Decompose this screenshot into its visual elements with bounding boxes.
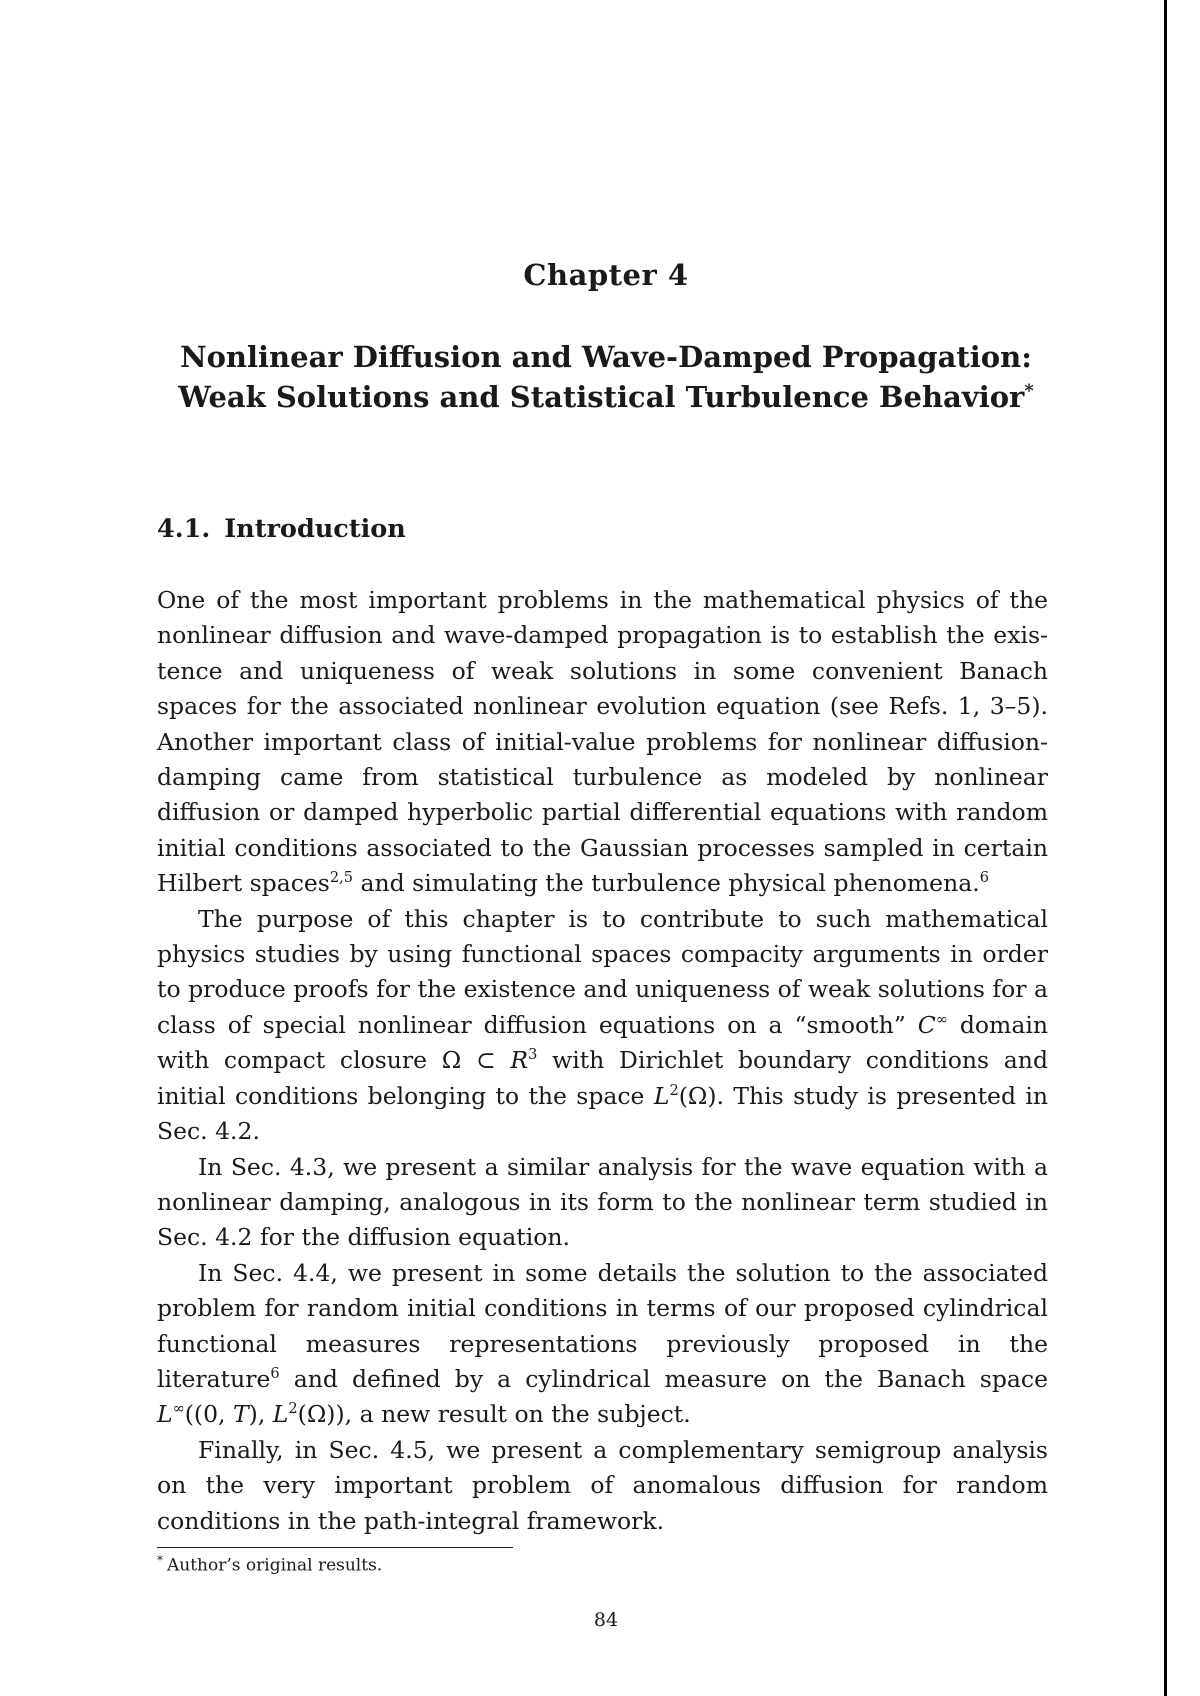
math-superscript: 2: [669, 1081, 679, 1099]
paragraph-2-text-cont: (Ω). This study is presented in Sec. 4.2.: [157, 1081, 1049, 1146]
section-title: Introduction: [224, 514, 406, 544]
paragraph-3: In Sec. 4.3, we present a similar analysis for the wave equation with a nonlinear damping, analogous in its form to the nonlinear term studied in Sec. 4.2 for the diffusion equation.: [157, 1152, 1048, 1252]
paragraph-4-text-cont: ((0,: [184, 1400, 233, 1429]
paragraph-4: [157, 1256, 1048, 1433]
footnote-rule: [157, 1547, 513, 1548]
math-symbol: L: [157, 1400, 173, 1429]
paragraph-4-text: In Sec. 4.4, we present in some details the solution to the associated problem for random initial conditions in terms of our proposed cylindrical functional measures representations previously proposed in the literature: [157, 1258, 1048, 1393]
math-superscript: 2: [288, 1400, 298, 1418]
paragraph-4-text-cont: ),: [248, 1400, 273, 1429]
footnote-mark: *: [157, 1553, 163, 1567]
citation-superscript: 6: [979, 869, 989, 887]
citation-superscript: 6: [270, 1365, 280, 1383]
math-superscript: 3: [528, 1046, 538, 1064]
math-symbol: L: [272, 1400, 289, 1429]
paragraph-4-text-cont: and defined by a cylindrical measure on the Banach space: [279, 1364, 1048, 1393]
paragraph-1: [157, 583, 1048, 902]
citation-superscript: 2,5: [329, 869, 354, 887]
chapter-title-line-1: Nonlinear Diffusion and Wave-Damped Propagation:: [180, 340, 1032, 374]
math-symbol: L: [653, 1081, 670, 1110]
section-heading: [157, 514, 406, 544]
paragraph-2: [157, 902, 1048, 1150]
math-symbol: C: [917, 1010, 936, 1039]
paragraph-1-text-cont: and simulating the turbulence physical phenomena.: [353, 869, 980, 898]
math-symbol: T: [232, 1400, 249, 1429]
math-superscript: ∞: [172, 1400, 185, 1418]
footnote-text: Author’s original results.: [167, 1555, 383, 1576]
chapter-label: Chapter 4: [523, 258, 689, 292]
paragraph-1-text: One of the most important problems in the mathematical physics of the nonlinear diffusion and wave-damped propagation is to establish the existence and uniqueness of weak solutions in some convenient Banach spaces for the associated nonlinear evolution equation (see Refs. 1, 3–5). Another important class of initial-value problems for nonlinear diffusion-damping came from statistical turbulence as modeled by nonlinear diffusion or damped hyperbolic partial differential equations with random initial conditions associated to the Gaussian processes sampled in certain Hilbert spaces: [157, 586, 1048, 898]
footnote: [157, 1553, 382, 1576]
chapter-title-line-2: Weak Solutions and Statistical Turbulence Behavior: [178, 380, 1025, 414]
page-number: 84: [593, 1609, 619, 1631]
paragraph-4-text-cont: (Ω)), a new result on the subject.: [297, 1400, 691, 1429]
paragraph-2-text-cont: domain with compact closure Ω ⊂: [157, 1010, 1048, 1075]
paragraph-5: Finally, in Sec. 4.5, we present a complementary semigroup analysis on the very important problem of anomalous diffusion for random conditions in the path-integral framework.: [157, 1435, 1048, 1535]
chapter-title: [150, 337, 1062, 417]
paragraph-2-text: The purpose of this chapter is to contribute to such mathematical physics studies by using functional spaces compacity arguments in order to produce proofs for the existence and uniqueness of weak solutions for a class of special nonlinear diffusion equations on a “smooth”: [157, 904, 1048, 1039]
chapter-title-footnote-mark: *: [1024, 380, 1034, 402]
math-symbol: R: [510, 1046, 529, 1075]
body-text: [157, 583, 1048, 1539]
page-edge-rule: [1164, 0, 1167, 1696]
paragraph-2-text-cont: with Dirichlet boundary conditions and initial conditions belonging to the space: [157, 1046, 1048, 1110]
section-number: 4.1.: [157, 514, 211, 544]
math-superscript: ∞: [935, 1011, 948, 1029]
